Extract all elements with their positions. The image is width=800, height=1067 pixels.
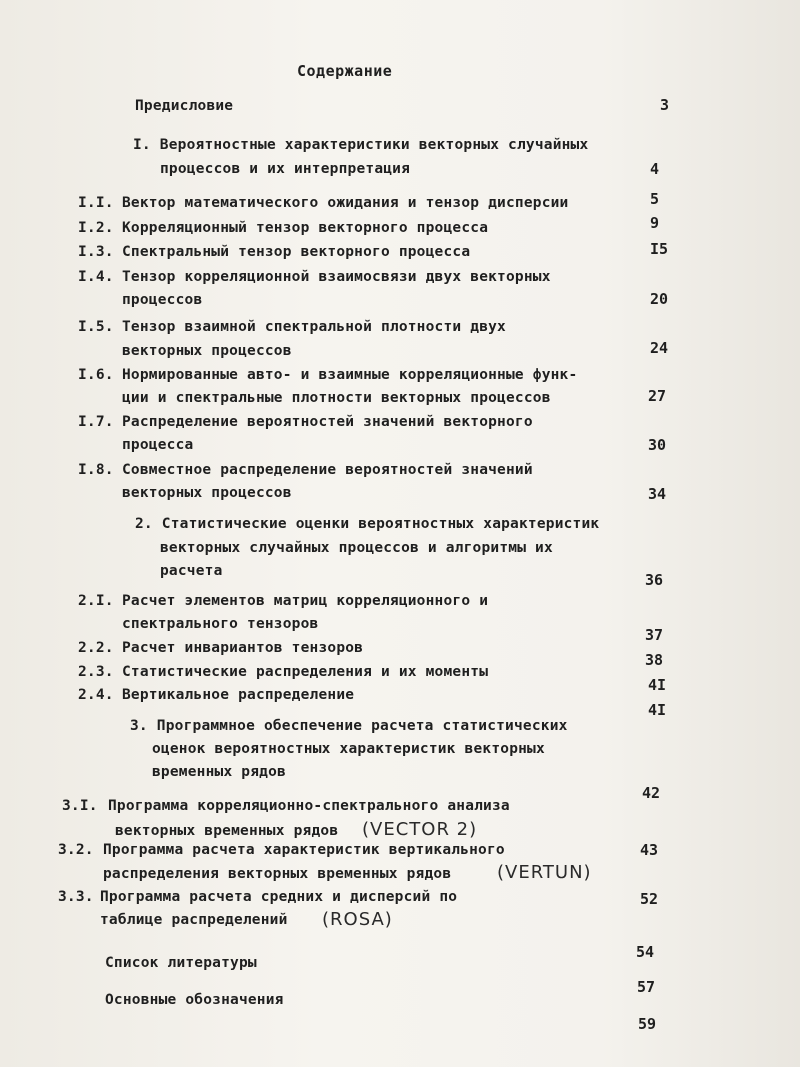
toc-entry-text: Расчет элементов матриц корреляционного и <box>122 593 489 609</box>
toc-entry-number: 3.3. <box>58 889 94 905</box>
toc-entry-number: 2.2. <box>78 640 114 656</box>
toc-entry-text: Нормированные авто- и взаимные корреляционные функ- <box>122 367 578 383</box>
toc-entry-text: Тензор взаимной спектральной плотности двух <box>122 319 506 335</box>
toc-entry-number: 2.4. <box>78 687 114 703</box>
toc-entry-text: Основные обозначения <box>105 992 284 1008</box>
toc-entry-text: Программа расчета характеристик вертикального <box>103 842 505 858</box>
toc-entry-text: векторных случайных процессов и алгоритмы их <box>160 540 553 556</box>
toc-entry-number: 3.I. <box>62 798 98 814</box>
toc-entry-text: I. Вероятностные характеристики векторных случайных <box>133 137 589 153</box>
toc-page-number: 52 <box>640 890 659 908</box>
toc-page-number: 42 <box>642 784 661 802</box>
toc-entry-text: процессов и их интерпретация <box>160 161 411 177</box>
toc-page-number: 20 <box>650 290 669 308</box>
toc-page-number: 30 <box>648 436 667 454</box>
toc-page-number: 37 <box>645 626 664 644</box>
toc-page-number: 38 <box>645 651 664 669</box>
toc-entry-text: Вектор математического ожидания и тензор дисперсии <box>122 195 569 211</box>
toc-entry-number: I.2. <box>78 220 114 236</box>
toc-entry-text: Расчет инвариантов тензоров <box>122 640 364 656</box>
toc-page-number: 4I <box>648 701 667 719</box>
toc-entry-text: расчета <box>160 563 223 579</box>
toc-page-number: 34 <box>648 485 667 503</box>
toc-entry-text: Тензор корреляционной взаимосвязи двух векторных <box>122 269 551 285</box>
toc-entry-text: Предисловие <box>135 98 234 114</box>
toc-page-number: 57 <box>637 978 656 996</box>
toc-page-number: 9 <box>650 214 660 232</box>
toc-page-number: 3 <box>660 96 670 114</box>
toc-page-number: I5 <box>650 240 669 258</box>
toc-entry-text: Корреляционный тензор векторного процесса <box>122 220 489 236</box>
toc-entry-number: I.6. <box>78 367 114 383</box>
toc-page-number: 36 <box>645 571 664 589</box>
toc-entry-number: 3.2. <box>58 842 94 858</box>
toc-entry-number: I.3. <box>78 244 114 260</box>
toc-page-number: 27 <box>648 387 667 405</box>
toc-entry-number: I.5. <box>78 319 114 335</box>
toc-entry-text: Список литературы <box>105 955 257 971</box>
toc-page-number: 24 <box>650 339 669 357</box>
toc-entry-text: векторных временных рядов <box>115 823 339 839</box>
toc-entry-text: Совместное распределение вероятностей значений <box>122 462 533 478</box>
toc-page-number: 5 <box>650 190 660 208</box>
toc-page-number: 4I <box>648 676 667 694</box>
toc-entry-text: 2. Статистические оценки вероятностных характеристик <box>135 516 600 532</box>
toc-entry-text: Программа корреляционно-спектрального анализа <box>108 798 510 814</box>
toc-entry-text: процесса <box>122 437 194 453</box>
toc-entry-text: распределения векторных временных рядов <box>103 866 452 882</box>
toc-entry-text: Спектральный тензор векторного процесса <box>122 244 471 260</box>
toc-entry-text: векторных процессов <box>122 485 292 501</box>
toc-entry-number: I.I. <box>78 195 114 211</box>
toc-entry-text: оценок вероятностных характеристик векторных <box>152 741 545 757</box>
toc-entry-text: временных рядов <box>152 764 286 780</box>
toc-page-number: 59 <box>638 1015 657 1033</box>
toc-entry-text: Вертикальное распределение <box>122 687 355 703</box>
toc-entry-number: I.4. <box>78 269 114 285</box>
toc-entry-text: таблице распределений <box>100 912 288 928</box>
handwritten-note: (ROSA) <box>322 909 393 930</box>
toc-entry-number: 2.I. <box>78 593 114 609</box>
toc-page-number: 4 <box>650 160 660 178</box>
page-title: Содержание <box>297 62 393 80</box>
toc-entry-text: ции и спектральные плотности векторных процессов <box>122 390 551 406</box>
toc-entry-number: 2.3. <box>78 664 114 680</box>
toc-page-number: 54 <box>636 943 655 961</box>
handwritten-note: (VERTUN) <box>497 862 592 883</box>
toc-page-number: 43 <box>640 841 659 859</box>
toc-entry-text: Статистические распределения и их моменты <box>122 664 489 680</box>
toc-entry-text: процессов <box>122 292 203 308</box>
toc-entry-number: I.7. <box>78 414 114 430</box>
toc-entry-number: I.8. <box>78 462 114 478</box>
toc-entry-text: спектрального тензоров <box>122 616 319 632</box>
toc-entry-text: 3. Программное обеспечение расчета статистических <box>130 718 568 734</box>
toc-entry-text: Распределение вероятностей значений векторного <box>122 414 533 430</box>
toc-entry-text: Программа расчета средних и дисперсий по <box>100 889 458 905</box>
toc-entry-text: векторных процессов <box>122 343 292 359</box>
handwritten-note: (VECTOR 2) <box>362 819 478 840</box>
